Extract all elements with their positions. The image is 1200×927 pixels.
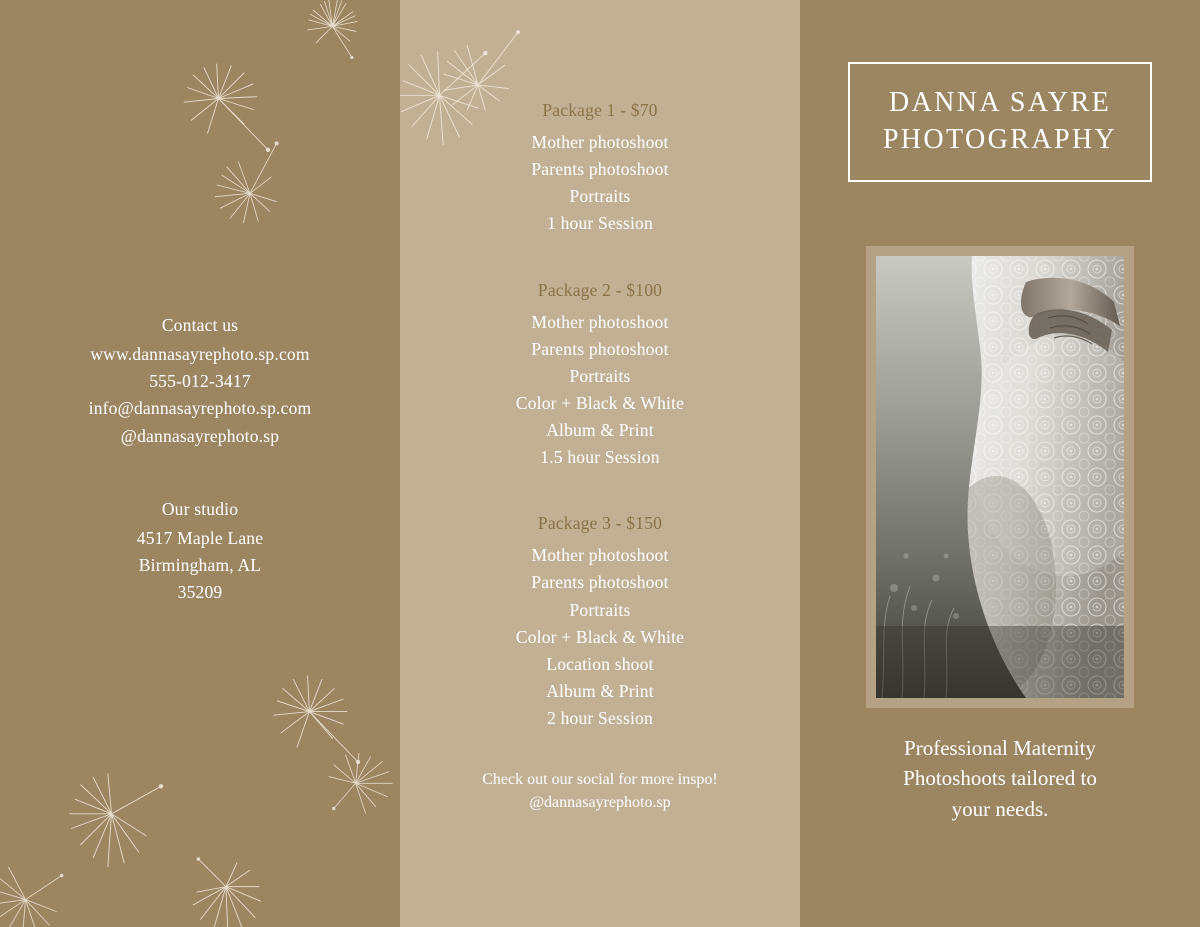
maternity-photo bbox=[876, 256, 1124, 698]
package-3-item: Mother photoshoot bbox=[531, 545, 669, 566]
package-2-item: Color + Black & White bbox=[515, 392, 685, 413]
brand-title-frame bbox=[848, 62, 1152, 182]
left-panel-content bbox=[0, 312, 400, 606]
package-1-item: Mother photoshoot bbox=[531, 132, 669, 152]
package-3-title: Package 3 - $150 bbox=[537, 513, 663, 534]
contact-heading: Contact us bbox=[161, 315, 239, 335]
package-3 bbox=[400, 513, 800, 732]
dandelion-seed-icon bbox=[438, 14, 538, 114]
package-2-item: Album & Print bbox=[546, 420, 654, 440]
social-note-line-1: Check out our social for more bbox=[482, 771, 674, 788]
package-3-item: Location shoot bbox=[546, 653, 654, 674]
dandelion-seed-icon bbox=[210, 120, 310, 230]
social-note-line-2[interactable]: inspo! @dannasayrephoto.sp bbox=[529, 771, 718, 812]
package-3-item: Color + Black & White bbox=[515, 626, 685, 647]
contact-website[interactable]: www.dannasayrephoto.sp.com bbox=[90, 344, 310, 365]
package-2-item: Portraits bbox=[569, 365, 631, 386]
dandelion-seed-icon bbox=[268, 672, 376, 780]
packages-list bbox=[400, 100, 800, 732]
studio-zip: 35209 bbox=[177, 582, 223, 602]
package-1-item: Portraits bbox=[569, 186, 631, 207]
package-2-item: 1.5 hour Session bbox=[540, 447, 660, 468]
social-note bbox=[400, 768, 800, 814]
package-3-item: Parents photoshoot bbox=[531, 572, 669, 593]
photo-frame bbox=[866, 246, 1134, 708]
studio-heading: Our studio bbox=[161, 498, 239, 519]
middle-panel bbox=[400, 0, 800, 927]
package-1-item: 1 hour Session bbox=[547, 213, 653, 234]
dandelion-seed-icon bbox=[62, 768, 172, 878]
studio-city: Birmingham, AL bbox=[138, 554, 262, 575]
package-2-item: Mother photoshoot bbox=[531, 311, 669, 332]
contact-email[interactable]: info@dannasayrephoto.sp.com bbox=[88, 398, 312, 419]
package-3-item: Album & Print bbox=[546, 680, 654, 701]
left-panel bbox=[0, 0, 400, 927]
tagline-line-1: Professional Maternity bbox=[904, 736, 1096, 760]
dandelion-seed-icon bbox=[322, 748, 400, 832]
dandelion-seed-icon bbox=[300, 0, 372, 68]
package-3-item: Portraits bbox=[569, 599, 631, 620]
package-2-item: Parents photoshoot bbox=[531, 338, 669, 359]
tagline-line-3: your needs. bbox=[951, 796, 1049, 821]
studio-block bbox=[0, 496, 400, 607]
brand-name: DANNA SAYRE bbox=[888, 87, 1112, 119]
dandelion-seed-icon bbox=[180, 848, 272, 927]
right-panel bbox=[800, 0, 1200, 927]
contact-block bbox=[0, 312, 400, 450]
package-1-item: Parents photoshoot bbox=[531, 159, 669, 180]
package-1 bbox=[400, 100, 800, 238]
dandelion-seed-icon bbox=[0, 860, 72, 927]
package-2-title: Package 2 - $100 bbox=[537, 279, 663, 300]
package-3-item: 2 hour Session bbox=[547, 708, 653, 728]
package-1-title: Package 1 - $70 bbox=[542, 100, 658, 120]
dandelion-seed-icon bbox=[180, 60, 290, 170]
tagline bbox=[832, 733, 1168, 824]
package-2 bbox=[400, 280, 800, 472]
contact-phone[interactable]: 555-012-3417 bbox=[149, 371, 251, 392]
tagline-line-2: Photoshoots tailored to bbox=[903, 766, 1097, 791]
brand-subtitle: PHOTOGRAPHY bbox=[882, 124, 1118, 155]
studio-street: 4517 Maple Lane bbox=[136, 527, 264, 548]
contact-social-handle[interactable]: @dannasayrephoto.sp bbox=[120, 425, 280, 446]
